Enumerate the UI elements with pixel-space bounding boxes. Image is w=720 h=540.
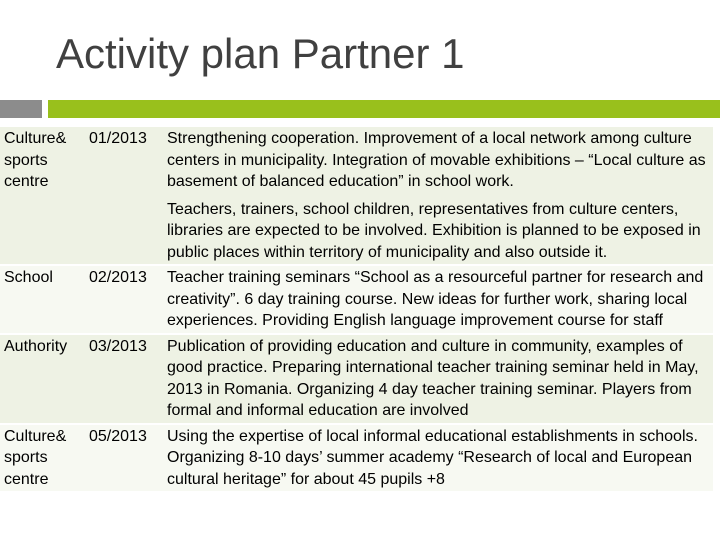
activity-table <box>0 125 713 491</box>
description-cell <box>163 424 713 492</box>
description-cell <box>163 265 713 334</box>
date-cell: 02/2013 <box>85 265 163 334</box>
description-cell <box>163 334 713 424</box>
description-paragraph: Teacher training seminars “School as a resourceful partner for research and creativity”. 6 day training course. New ideas for further work, sharing local experiences. Providing English language improvement course for staff <box>167 269 704 329</box>
table-row <box>0 424 713 492</box>
description-paragraph: Teachers, trainers, school children, representatives from culture centers, libraries are expected to be involved. Exhibition is planned to be exposed in public places within territory of municipality and also outside it. <box>167 200 701 261</box>
date-cell: 03/2013 <box>85 334 163 424</box>
date-cell: 05/2013 <box>85 424 163 492</box>
date-cell: 01/2013 <box>85 126 163 265</box>
description-paragraph: Publication of providing education and culture in community, examples of good practice. Preparing international teacher training seminar held in May, 2013 in Romania. Organizing 4 day teacher training seminar. Players from formal and informal education are involved <box>167 337 699 419</box>
description-cell <box>163 126 713 265</box>
partner-cell: Culture& sports centre <box>0 126 85 265</box>
accent-bar-green <box>48 100 720 118</box>
table-row <box>0 265 713 334</box>
partner-cell: Culture& sports centre <box>0 424 85 492</box>
partner-cell: Authority <box>0 334 85 424</box>
partner-cell: School <box>0 265 85 334</box>
accent-bar-gray <box>0 100 42 118</box>
description-paragraph: Using the expertise of local informal educational establishments in schools. Organizing 8-10 days’ summer academy “Research of local and European cultural heritage” for about 45 pupils +8 <box>167 427 698 488</box>
table-row <box>0 126 713 265</box>
slide-title: Activity plan Partner 1 <box>56 30 465 77</box>
table-row <box>0 334 713 424</box>
description-paragraph: Strengthening cooperation. Improvement of a local network among culture centers in municipality. Integration of movable exhibitions – “Local culture as basement of balanced education” in school work. <box>167 130 706 190</box>
